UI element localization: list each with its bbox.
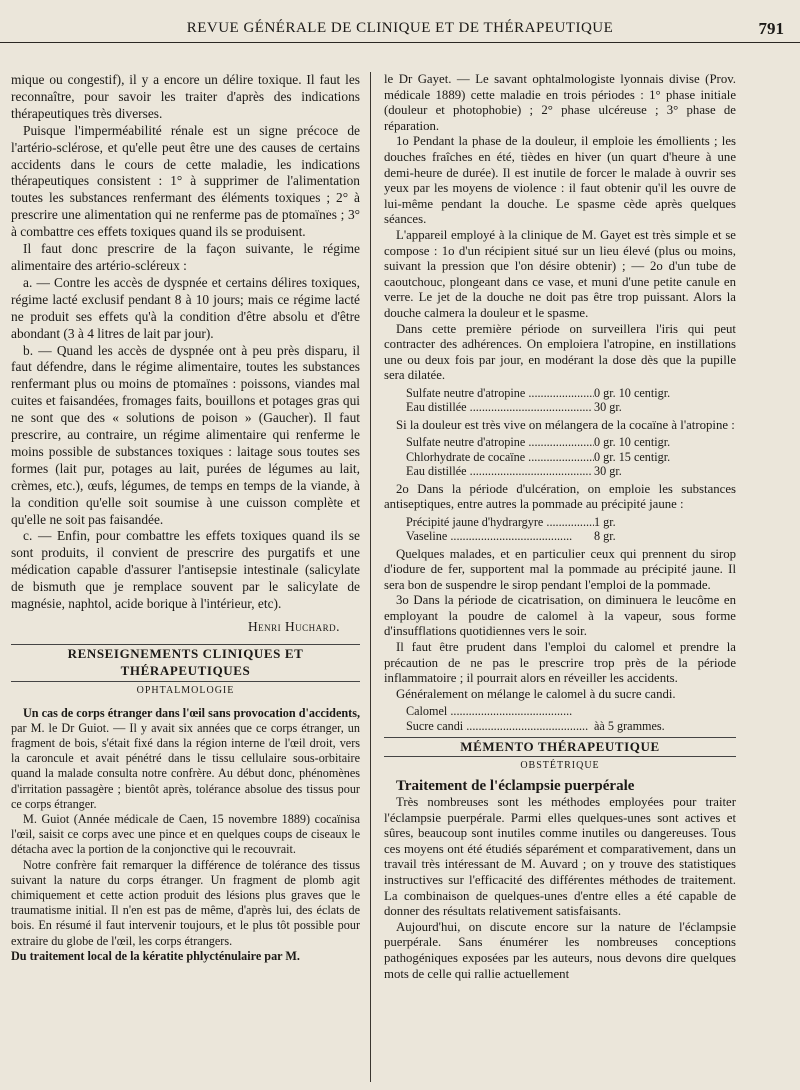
formula-row	[406, 400, 706, 414]
article-title: Traitement de l'éclampsie puerpérale	[396, 778, 635, 795]
formula-row	[406, 386, 706, 400]
formula-row	[406, 435, 706, 449]
formula-row	[406, 719, 706, 733]
paragraph: c. — Enfin, pour combattre les effets toxiques quand ils se sont produits, il convient de prescrire des purgatifs et une médication capable d'assurer l'antisepsie intestinale (salicylate de bismuth que je remplace souvent par le salicylate de magnésie, naphtol, acide borique à l'intérieur, etc).	[11, 528, 360, 612]
paragraph: le Dr Gayet. — Le savant ophtalmologiste lyonnais divise (Prov. médicale 1889) cette maladie en trois périodes : 1° phase initiale (douleur et photophobie) ; 2° phase ulcéreuse ; 3° phase de réparation.	[384, 72, 736, 133]
subsection-heading: OPHTALMOLOGIE	[136, 684, 235, 696]
article-paragraph: M. Guiot (Année médicale de Caen, 15 novembre 1889) cocaïnisa l'œil, saisit ce corps avec une pince et en quelques coups de ciseaux le détacha avec la portion de la conjonctive qui le recouvrait.	[11, 812, 360, 857]
section-heading: MÉMENTO THÉRAPEUTIQUE	[384, 737, 736, 757]
section-heading: RENSEIGNEMENTS CLINIQUES ET THÉRAPEUTIQUES	[11, 644, 360, 682]
formula-row	[406, 704, 706, 718]
ingredient: Sulfate neutre d'atropine .....	[406, 435, 594, 449]
paragraph: Généralement on mélange le calomel à du sucre candi.	[396, 686, 676, 701]
article-title: Du traitement local de la kératite phlycténulaire par M.	[11, 948, 300, 963]
ingredient: Eau distillée .....	[406, 464, 594, 478]
paragraph: b. — Quand les accès de dyspnée ont à peu près disparu, il faut défendre, dans le régime alimentaire, toutes les substances renfermant plus ou moins de ptomaïnes : poissons, viandes mal cuites et faisandées, fromages faits, bouillons et potages gras qui ne sont que des « solutions de poison » (Gaucher). Il faut prescrire, au contraire, un régime alimentaire qui renferme le moins possible de substances toxiques : laitage sous toutes ses formes (lait pur, potages au lait, purées de légumes au lait, crèmes, etc.), œufs, légumes, de temps en temps de la viande, à la condition qu'elle soit soumise à une cuisson complète et qu'elle ne soit pas faisandée.	[11, 342, 360, 527]
article-body: par M. le Dr Guiot. — Il y avait six années que ce corps étranger, un fragment de bois, s'était fixé dans la région interne de l'œil droit, vers la caroncule et avait pénétré dans le tissu cellulaire sous-orbitaire quand la malade consulta notre confrère. Au début donc, phénomènes d'irritation passagère ; bientôt après, tolérance absolue des tissus pour ce corps étranger.	[11, 720, 360, 811]
prescription-formula	[406, 435, 706, 478]
formula-row	[406, 450, 706, 464]
ingredient: Sulfate neutre d'atropine .....	[406, 386, 594, 400]
left-column	[11, 72, 360, 1087]
dose: 1 gr.	[594, 514, 616, 529]
column-divider	[370, 72, 371, 1082]
dose: 0 gr. 10 centigr.	[594, 385, 671, 400]
paragraph: Dans cette première période on surveillera l'iris qui peut contracter des adhérences. On emploiera l'atropine, en instillations une ou deux fois par jour, en modérant la dose dès que la pupille sera dilatée.	[384, 321, 736, 383]
dose: 30 gr.	[594, 464, 622, 479]
dose: 30 gr.	[594, 400, 622, 415]
prescription-formula	[406, 515, 706, 544]
dose: 8 gr.	[594, 529, 616, 544]
dose: àà 5 grammes.	[594, 718, 665, 733]
formula-row	[406, 464, 706, 478]
running-header	[0, 18, 800, 43]
paragraph: mique ou congestif), il y a encore un délire toxique. Il faut les reconnaître, pour savoir les traiter d'après des indications thérapeutiques très diverses.	[11, 72, 360, 121]
formula-row	[406, 529, 706, 543]
ingredient: Précipité jaune d'hydrargyre .....	[406, 515, 594, 529]
formula-row	[406, 515, 706, 529]
article-paragraph: Notre confrère fait remarquer la différence de tolérance des tissus suivant la nature du corps étranger. Un fragment de plomb agit chimiquement et cette action produit des lésions plus graves que le traumatisme initial. Il n'en est pas de même, d'après lui, des éclats de bois. En résumé il faut intervenir toujours, et le plus tôt possible pour extraire du globe de l'œil, les corps étrangers.	[11, 857, 360, 948]
page-number: 791	[758, 19, 784, 38]
paragraph: a. — Contre les accès de dyspnée et certains délires toxiques, régime lacté exclusif pendant 8 à 10 jours; mais ce régime lacté ne produit ses effets qu'à la condition d'être absolu et d'être abondant (3 à 4 litres de lait par jour).	[11, 274, 360, 341]
prescription-formula	[406, 704, 706, 733]
paragraph: Il faut donc prescrire de la façon suivante, le régime alimentaire des artério-scléreux :	[11, 241, 360, 273]
paragraph: 1o Pendant la phase de la douleur, il emploie les émollients ; les douches fraîches en été, tièdes en hiver (un quart d'heure à une demi-heure de durée). Il est inutile de forcer le malade à ouvrir ses yeux par les moyens de violence : il faut obtenir qu'il les ouvre de lui-même pendant la douche. Le spasme cède après quelques séances.	[384, 134, 736, 227]
dose	[594, 704, 706, 718]
dose: 0 gr. 15 centigr.	[594, 449, 671, 464]
ingredient: Calomel .....	[406, 704, 594, 718]
journal-title: REVUE GÉNÉRALE DE CLINIQUE ET DE THÉRAPEUTIQUE	[186, 20, 614, 36]
paragraph: Si la douleur est très vive on mélangera de la cocaïne à l'atropine :	[396, 417, 735, 432]
article-paragraph	[11, 706, 360, 812]
ingredient: Chlorhydrate de cocaïne .....	[406, 450, 594, 464]
paragraph: Aujourd'hui, on discute encore sur la nature de l'éclampsie puerpérale. Sans énumérer les nombreuses conceptions pathogéniques exposées par les auteurs, nous devons dire quelques mots de celle qui rallie actuellement	[384, 919, 736, 981]
article-title: Un cas de corps étranger dans l'œil sans provocation d'accidents,	[23, 705, 360, 720]
paragraph: 2o Dans la période d'ulcération, on emploie les substances antiseptiques, entre autres la pommade au précipité jaune :	[384, 481, 736, 512]
right-column	[384, 72, 736, 1087]
author-signature: Henri Huchard.	[247, 619, 340, 634]
paragraph: Très nombreuses sont les méthodes employées pour traiter l'éclampsie puerpérale. Parmi elles quelques-unes sont actives et sûres, beaucoup sont inutiles comme inutiles ou dangereuses. Tous ces moyens ont été étudiés séparément et comparativement, dans un travail très intéressant de M. Auvard ; on y trouve des statistiques instructives sur l'efficacité des différentes méthodes de traitement. La combinaison de quelques-unes d'entre elles a été capable de donner des résultats relativement satisfaisants.	[384, 795, 736, 919]
paragraph: L'appareil employé à la clinique de M. Gayet est très simple et se compose : 1o d'un récipient situé sur un lieu élevé (plus ou moins, suivant la pression que l'on désire obtenir) ; — 2o d'un tube de caoutchouc, plongeant dans ce vase, et muni d'une petite canule en verre. Le jet de la douche ne doit pas être trop puissant. Alors la douche calmera la douleur et le spasme.	[384, 227, 736, 320]
paragraph: Puisque l'imperméabilité rénale est un signe précoce de l'artério-sclérose, et qu'elle peut être une des causes de certains accidents dans le cours de cette maladie, les indications thérapeutiques consistent : 1° à supprimer de l'alimentation toutes les substances renfermant des éléments toxiques ; 2° à prescrire une alimentation qui ne renferme pas de ptomaïnes ; 3° à combattre ces effets toxiques quand ils se produisent.	[11, 122, 360, 240]
prescription-formula	[406, 386, 706, 415]
ingredient: Vaseline .....	[406, 529, 594, 543]
paragraph: Quelques malades, et en particulier ceux qui prennent du sirop d'iodure de fer, supportent mal la pommade au précipité jaune. Il sera bon de suspendre le sirop pendant l'emploi de la pommade.	[384, 546, 736, 592]
subsection-heading: OBSTÉTRIQUE	[520, 759, 600, 771]
paragraph: 3o Dans la période de cicatrisation, on diminuera le leucôme en employant la poudre de calomel à la vapeur, sous forme d'insufflations quotidiennes vers le soir.	[384, 593, 736, 639]
ingredient: Eau distillée .....	[406, 400, 594, 414]
dose: 0 gr. 10 centigr.	[594, 435, 671, 450]
paragraph: Il faut être prudent dans l'emploi du calomel et prendre la précaution de ne pas le prescrire trop près de la période inflammatoire ; il pourrait alors en réveiller les accidents.	[384, 640, 736, 686]
ingredient: Sucre candi .....	[406, 719, 594, 733]
